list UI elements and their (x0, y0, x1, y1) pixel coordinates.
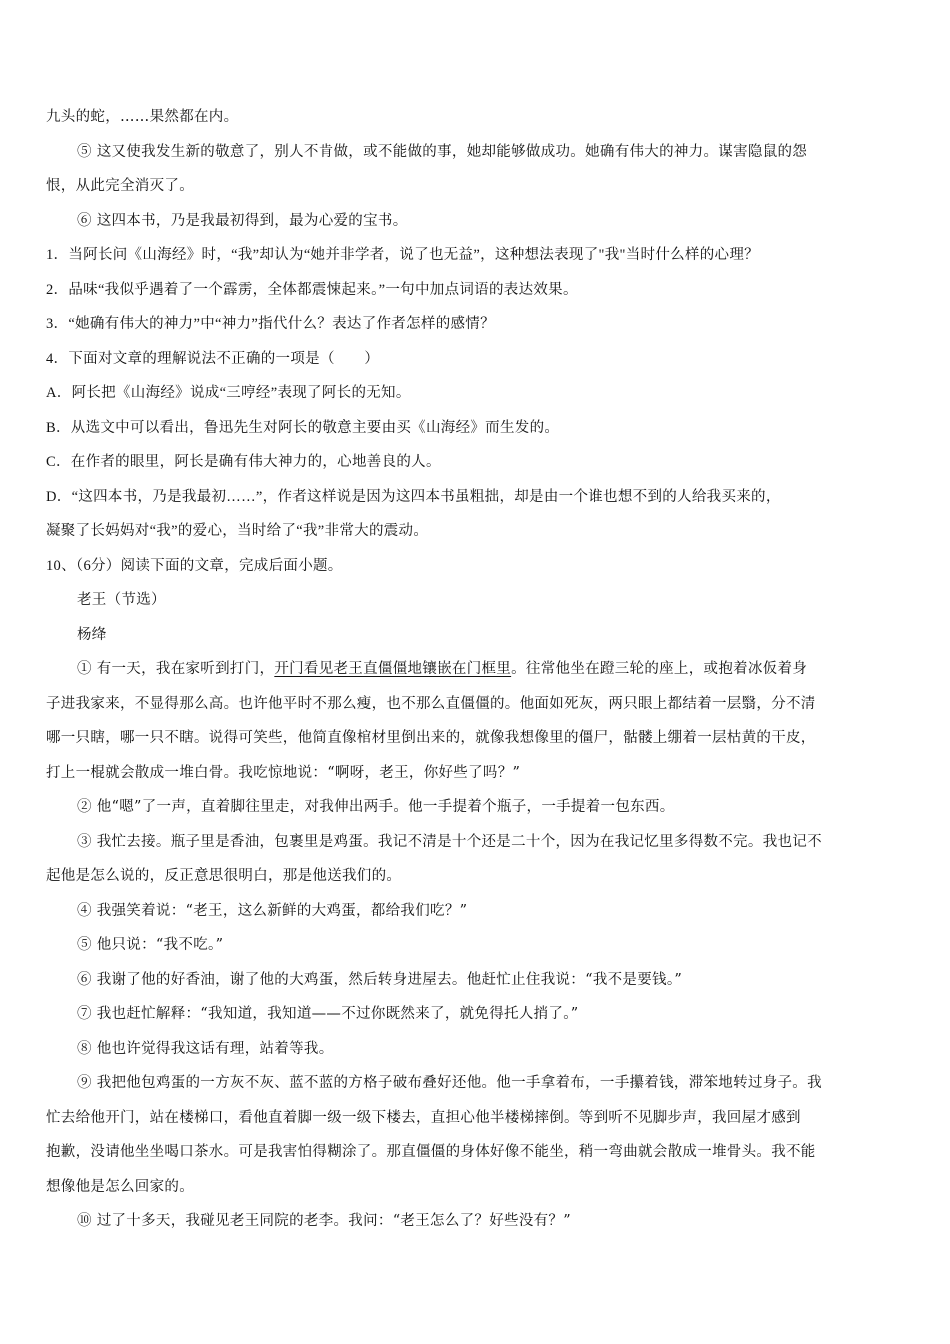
article-paragraph-3-line-2: 起他是怎么说的，反正意思很明白，那是他送我们的。 (46, 868, 402, 884)
article-paragraph-1-line-2: 子进我家来，不显得那么高。也许他平时不那么瘦，也不那么直僵僵的。他面如死灰，两只眼上都结着一层翳，分不清 (46, 695, 816, 712)
article-paragraph-7: ⑦ 我也赶忙解释：“我知道，我知道——不过你既然来了，就免得托人捎了。” (77, 1006, 579, 1022)
passage-line: 九头的蛇，……果然都在内。 (46, 109, 239, 125)
document-page (46, 100, 906, 1239)
article-paragraph-1 (46, 652, 906, 687)
article-author: 杨绛 (77, 626, 107, 643)
question-2: 2．品味“我似乎遇着了一个霹雳，全体都震悚起来。”一句中加点词语的表达效果。 (46, 281, 578, 298)
p1-text-post: 。往常他坐在蹬三轮的座上，或抱着冰仮着身 (511, 661, 808, 677)
option-d-cont: 凝聚了长妈妈对“我”的爱心，当时给了“我”非常大的震动。 (46, 523, 429, 539)
article-title: 老王（节选） (77, 592, 166, 608)
paragraph-5: ⑤ 这又使我发生新的敬意了，别人不肯做，或不能做的事，她却能够做成功。她确有伟大的神力。谋害隐鼠的怨 (77, 143, 808, 160)
question-10-header: 10、（6分）阅读下面的文章，完成后面小题。 (46, 557, 343, 574)
option-a: A．阿长把《山海经》说成“三哼经”表现了阿长的无知。 (46, 385, 411, 401)
article-paragraph-9-line-2: 忙去给他开门，站在楼梯口，看他直着脚一级一级下楼去，直担心他半楼梯摔倒。等到听不见脚步声，我回屋才感到 (46, 1109, 801, 1126)
article-paragraph-3: ③ 我忙去接。瓶子里是香油，包裹里是鸡蛋。我记不清是十个还是二十个，因为在我记忆里多得数不完。我也记不 (77, 833, 822, 850)
article-paragraph-9: ⑨ 我把他包鸡蛋的一方灰不灰、蓝不蓝的方格子破布叠好还他。他一手拿着布，一手攥着钱，滞笨地转过身子。我 (77, 1075, 822, 1091)
p1-text-pre: ① 有一天，我在家听到打门， (77, 661, 275, 677)
article-paragraph-2: ② 他“嗯”了一声，直着脚往里走，对我伸出两手。他一手提着个瓶子，一手提着一包东西。 (77, 799, 675, 815)
article-paragraph-1-line-3: 哪一只瞎，哪一只不瞎。说得可笑些，他简直像棺材里倒出来的，就像我想像里的僵尸，骷髅上绷着一层枯黄的干皮， (46, 730, 816, 746)
article-paragraph-5: ⑤ 他只说：“我不吃。” (77, 937, 224, 953)
article-paragraph-9-line-3: 抱歉，没请他坐坐喝口茶水。可是我害怕得糊涂了。那直僵僵的身体好像不能坐，稍一弯曲就会散成一堆骨头。我不能 (46, 1144, 816, 1160)
option-b: B．从选文中可以看出，鲁迅先生对阿长的敬意主要由买《山海经》而生发的。 (46, 419, 560, 436)
question-4: 4．下面对文章的理解说法不正确的一项是（ ） (46, 350, 380, 367)
article-paragraph-1-line-4: 打上一棍就会散成一堆白骨。我吃惊地说：“啊呀，老王，你好些了吗？” (46, 764, 521, 781)
paragraph-6: ⑥ 这四本书，乃是我最初得到，最为心爱的宝书。 (77, 212, 408, 229)
article-paragraph-8: ⑧ 他也许觉得我这话有理，站着等我。 (77, 1040, 334, 1057)
article-paragraph-6: ⑥ 我谢了他的好香油，谢了他的大鸡蛋，然后转身进屋去。他赶忙止住我说：“我不是要钱。” (77, 971, 683, 988)
question-1: 1．当阿长问《山海经》时，“我”却认为“她并非学者，说了也无益”，这种想法表现了"我"当时什么样的心理？ (46, 247, 759, 263)
question-3: 3．“她确有伟大的神力”中“神力”指代什么？表达了作者怎样的感情？ (46, 316, 495, 332)
article-paragraph-4: ④ 我强笑着说：“老王，这么新鲜的大鸡蛋，都给我们吃？” (77, 902, 468, 919)
option-d: D．“这四本书，乃是我最初……”，作者这样说是因为这四本书虽粗拙，却是由一个谁也想不到的人给我买来的， (46, 488, 781, 505)
article-paragraph-9-line-4: 想像他是怎么回家的。 (46, 1178, 194, 1195)
article-paragraph-10: ⑩ 过了十多天，我碰见老王同院的老李。我问：“老王怎么了？好些没有？” (77, 1213, 571, 1229)
paragraph-5-cont: 恨，从此完全消灭了。 (46, 178, 194, 194)
underlined-sentence: 开门看见老王直僵僵地镶嵌在门框里 (274, 661, 512, 677)
option-c: C．在作者的眼里，阿长是确有伟大神力的，心地善良的人。 (46, 454, 441, 470)
